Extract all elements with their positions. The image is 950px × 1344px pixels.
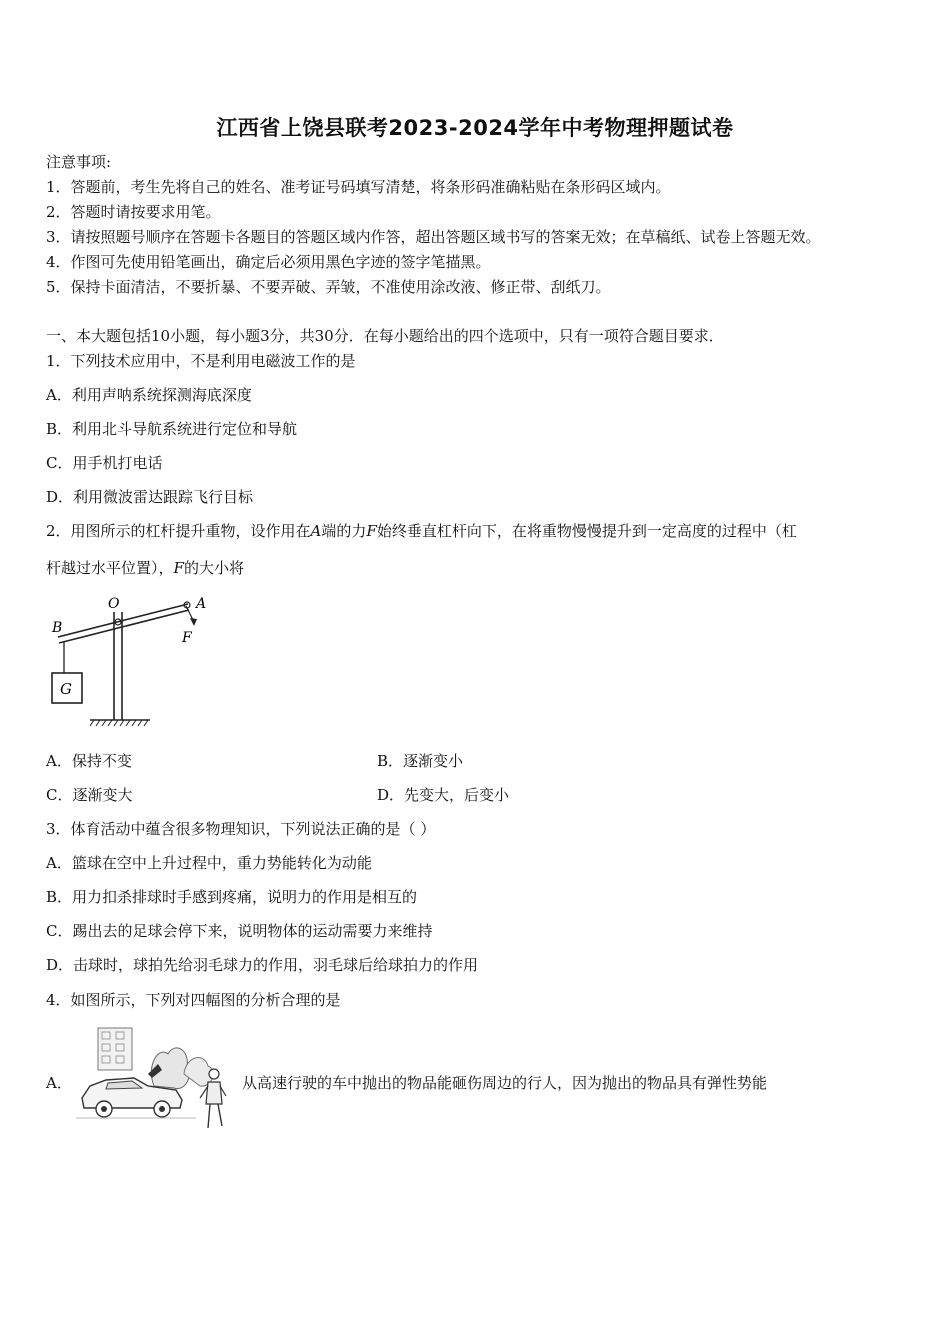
var-a: A: [310, 522, 322, 540]
page-title: 江西省上饶县联考2023-2024学年中考物理押题试卷: [216, 116, 734, 140]
question-3-stem: 3．体育活动中蕴含很多物理知识，下列说法正确的是（ ）: [46, 820, 436, 838]
question-1-stem: 1．下列技术应用中，不是利用电磁波工作的是: [46, 352, 356, 370]
notice-item: 4．作图可先使用铅笔画出，确定后必须用黑色字迹的签字笔描黑。: [46, 253, 491, 271]
section-heading: 一、本大题包括10小题，每小题3分，共30分．在每小题给出的四个选项中，只有一项符合题目要求．: [46, 327, 724, 345]
notice-item: 2．答题时请按要求用笔。: [46, 203, 221, 221]
question-1-option: C．用手机打电话: [46, 454, 163, 472]
pedestrian-head: [209, 1069, 219, 1079]
notice-item: 1．答题前，考生先将自己的姓名、准考证号码填写清楚，将条形码准确粘贴在条形码区域内。: [46, 178, 671, 196]
question-2-option-d: D．先变大，后变小: [377, 786, 510, 804]
label-b: B: [52, 620, 63, 636]
question-3-option: A．篮球在空中上升过程中，重力势能转化为动能: [46, 854, 372, 872]
force-arrow: [190, 618, 197, 626]
building: [98, 1028, 132, 1070]
notice-item: 5．保持卡面清洁，不要折暴、不要弄破、弄皱，不准使用涂改液、修正带、刮纸刀。: [46, 278, 611, 296]
question-4-option-a-label: A．: [46, 1074, 72, 1092]
lever-bar-bottom: [59, 610, 189, 643]
question-3-option: B．用力扣杀排球时手感到疼痛，说明力的作用是相互的: [46, 888, 418, 906]
pedestrian-body: [206, 1082, 222, 1104]
lever-figure: [46, 590, 226, 730]
notice-item: 3．请按照题号顺序在答题卡各题目的答题区域内作答，超出答题区域书写的答案无效；在草稿纸、试卷上答题无效。: [46, 228, 821, 246]
label-f: F: [182, 630, 192, 646]
question-1-option: A．利用声呐系统探测海底深度: [46, 386, 252, 404]
question-2-option-b: B．逐渐变小: [377, 752, 464, 770]
label-a: A: [196, 596, 207, 612]
question-4-option-a-text: 从高速行驶的车中抛出的物品能砸伤周边的行人，因为抛出的物品具有弹性势能: [242, 1074, 768, 1092]
label-g: G: [60, 680, 72, 698]
question-2-option-a: A．保持不变: [46, 752, 132, 770]
notice-heading: 注意事项:: [46, 153, 112, 171]
car-scene-illustration: [76, 1026, 236, 1136]
question-1-option: B．利用北斗导航系统进行定位和导航: [46, 420, 298, 438]
question-2-option-c: C．逐渐变大: [46, 786, 133, 804]
var-f: F: [366, 522, 377, 540]
question-1-option: D．利用微波雷达跟踪飞行目标: [46, 488, 254, 506]
question-4-stem: 4．如图所示，下列对四幅图的分析合理的是: [46, 991, 341, 1009]
question-2-stem-line2: 杆越过水平位置），F的大小将: [46, 559, 244, 577]
ground-hatch: [90, 720, 148, 726]
var-f: F: [173, 559, 184, 577]
lever-bar-top: [58, 604, 188, 637]
question-2-stem-line1: 2．用图所示的杠杆提升重物，设作用在A端的力F始终垂直杠杆向下，在将重物慢慢提升到一定高度的过程中（杠: [46, 522, 797, 540]
question-3-option: D．击球时，球拍先给羽毛球力的作用，羽毛球后给球拍力的作用: [46, 956, 479, 974]
question-3-option: C．踢出去的足球会停下来，说明物体的运动需要力来维持: [46, 922, 433, 940]
label-o: O: [108, 596, 120, 612]
